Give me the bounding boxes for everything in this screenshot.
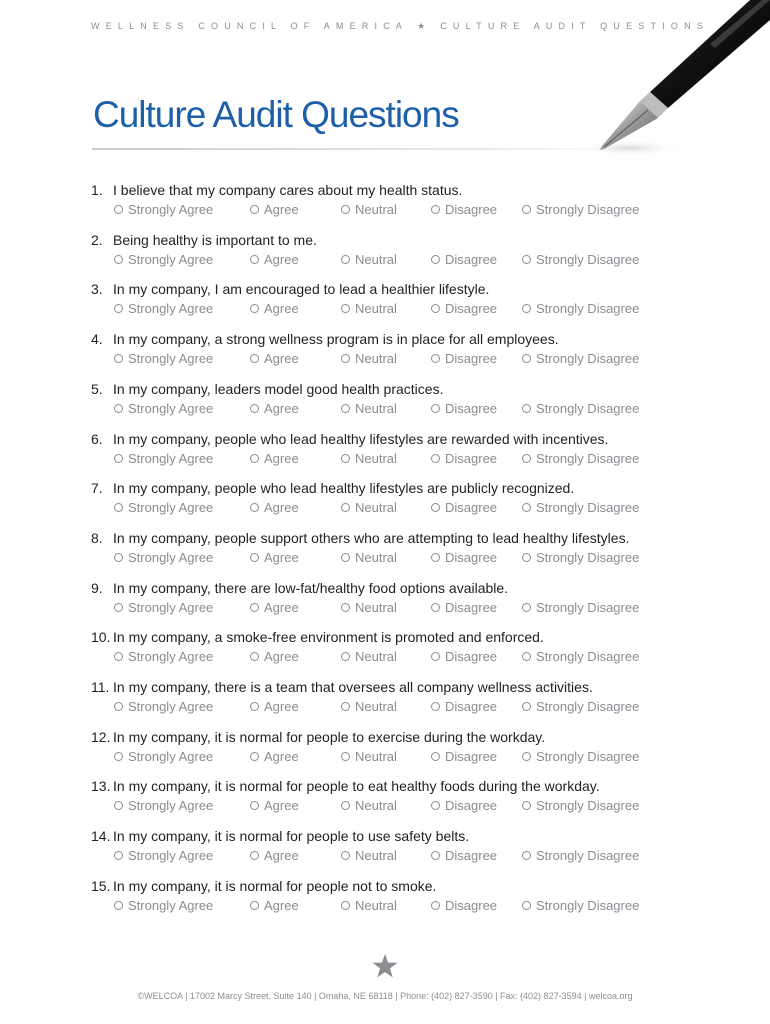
option-label: Agree bbox=[264, 301, 299, 316]
option-strongly-agree[interactable] bbox=[114, 699, 213, 714]
option-label: Neutral bbox=[355, 649, 397, 664]
option-label: Disagree bbox=[445, 351, 498, 366]
option-label: Neutral bbox=[355, 600, 397, 615]
question-text bbox=[91, 878, 436, 894]
question-text bbox=[91, 530, 629, 546]
radio-button[interactable] bbox=[341, 801, 350, 810]
question-text bbox=[91, 281, 489, 297]
option-label: Agree bbox=[264, 749, 299, 764]
option-label: Strongly Disagree bbox=[536, 798, 640, 813]
question-label: In my company, it is normal for people not to smoke. bbox=[113, 878, 437, 894]
radio-button[interactable] bbox=[341, 205, 350, 214]
option-neutral[interactable] bbox=[341, 500, 397, 515]
option-label: Strongly Disagree bbox=[536, 500, 640, 515]
question-label: In my company, people who lead healthy lifestyles are rewarded with incentives. bbox=[113, 431, 609, 447]
option-strongly-disagree[interactable] bbox=[522, 749, 639, 764]
option-strongly-disagree[interactable] bbox=[522, 550, 639, 565]
radio-button[interactable] bbox=[522, 553, 531, 562]
option-agree[interactable] bbox=[250, 600, 299, 615]
radio-button[interactable] bbox=[114, 603, 123, 612]
radio-button[interactable] bbox=[250, 901, 259, 910]
option-label: Neutral bbox=[355, 351, 397, 366]
radio-button[interactable] bbox=[431, 354, 440, 363]
question-number: 14. bbox=[91, 828, 111, 844]
option-label: Strongly Disagree bbox=[536, 848, 640, 863]
option-label: Disagree bbox=[445, 798, 498, 813]
question-number: 10. bbox=[91, 629, 111, 645]
question-label: I believe that my company cares about my health status. bbox=[113, 182, 463, 198]
option-neutral[interactable] bbox=[341, 749, 397, 764]
radio-button[interactable] bbox=[431, 255, 440, 264]
radio-button[interactable] bbox=[341, 304, 350, 313]
question-label: In my company, there is a team that oversees all company wellness activities. bbox=[113, 679, 593, 695]
option-strongly-agree[interactable] bbox=[114, 848, 213, 863]
option-disagree[interactable] bbox=[431, 301, 497, 316]
question-number: 4. bbox=[91, 331, 103, 347]
radio-button[interactable] bbox=[114, 752, 123, 761]
radio-button[interactable] bbox=[341, 652, 350, 661]
fountain-pen-icon bbox=[590, 0, 770, 160]
option-label: Disagree bbox=[445, 550, 498, 565]
question-text bbox=[91, 182, 462, 198]
question-11 bbox=[0, 679, 770, 723]
question-text bbox=[91, 431, 608, 447]
question-label: In my company, people who lead healthy lifestyles are publicly recognized. bbox=[113, 480, 575, 496]
option-agree[interactable] bbox=[250, 202, 299, 217]
option-neutral[interactable] bbox=[341, 600, 397, 615]
question-label: In my company, a strong wellness program is in place for all employees. bbox=[113, 331, 559, 347]
radio-button[interactable] bbox=[341, 752, 350, 761]
option-strongly-disagree[interactable] bbox=[522, 798, 639, 813]
radio-button[interactable] bbox=[341, 702, 350, 711]
option-label: Neutral bbox=[355, 500, 397, 515]
option-agree[interactable] bbox=[250, 301, 299, 316]
radio-button[interactable] bbox=[522, 752, 531, 761]
question-label: In my company, there are low-fat/healthy food options available. bbox=[113, 580, 509, 596]
question-text bbox=[91, 232, 317, 248]
radio-button[interactable] bbox=[114, 404, 123, 413]
option-neutral[interactable] bbox=[341, 451, 397, 466]
radio-button[interactable] bbox=[431, 801, 440, 810]
option-strongly-disagree[interactable] bbox=[522, 451, 639, 466]
option-label: Neutral bbox=[355, 451, 397, 466]
option-strongly-disagree[interactable] bbox=[522, 401, 639, 416]
radio-button[interactable] bbox=[522, 354, 531, 363]
radio-button[interactable] bbox=[250, 801, 259, 810]
radio-button[interactable] bbox=[250, 702, 259, 711]
radio-button[interactable] bbox=[522, 901, 531, 910]
option-label: Disagree bbox=[445, 202, 498, 217]
radio-button[interactable] bbox=[114, 851, 123, 860]
option-strongly-agree[interactable] bbox=[114, 301, 213, 316]
header-doc-title: CULTURE AUDIT QUESTIONS bbox=[440, 21, 709, 31]
option-disagree[interactable] bbox=[431, 351, 497, 366]
option-label: Agree bbox=[264, 699, 299, 714]
option-strongly-agree[interactable] bbox=[114, 550, 213, 565]
question-text bbox=[91, 778, 600, 794]
question-6 bbox=[0, 431, 770, 475]
option-disagree[interactable] bbox=[431, 649, 497, 664]
question-label: In my company, it is normal for people to use safety belts. bbox=[113, 828, 470, 844]
radio-button[interactable] bbox=[431, 404, 440, 413]
option-label: Neutral bbox=[355, 252, 397, 267]
option-label: Neutral bbox=[355, 798, 397, 813]
footer-star-icon bbox=[372, 954, 398, 978]
option-strongly-disagree[interactable] bbox=[522, 301, 639, 316]
radio-button[interactable] bbox=[114, 553, 123, 562]
option-strongly-disagree[interactable] bbox=[522, 649, 639, 664]
option-strongly-agree[interactable] bbox=[114, 401, 213, 416]
question-13 bbox=[0, 778, 770, 822]
question-text bbox=[91, 679, 593, 695]
option-disagree[interactable] bbox=[431, 848, 497, 863]
option-label: Neutral bbox=[355, 848, 397, 863]
radio-button[interactable] bbox=[114, 205, 123, 214]
radio-button[interactable] bbox=[341, 404, 350, 413]
question-15 bbox=[0, 878, 770, 922]
option-label: Strongly Agree bbox=[128, 451, 214, 466]
radio-button[interactable] bbox=[431, 603, 440, 612]
option-label: Disagree bbox=[445, 401, 498, 416]
option-label: Strongly Agree bbox=[128, 749, 214, 764]
option-label: Strongly Disagree bbox=[536, 550, 640, 565]
radio-button[interactable] bbox=[250, 304, 259, 313]
radio-button[interactable] bbox=[431, 454, 440, 463]
question-14 bbox=[0, 828, 770, 872]
option-disagree[interactable] bbox=[431, 401, 497, 416]
question-number: 15. bbox=[91, 878, 111, 894]
option-strongly-disagree[interactable] bbox=[522, 252, 639, 267]
option-label: Disagree bbox=[445, 749, 498, 764]
option-agree[interactable] bbox=[250, 798, 299, 813]
option-agree[interactable] bbox=[250, 500, 299, 515]
radio-button[interactable] bbox=[341, 503, 350, 512]
radio-button[interactable] bbox=[431, 553, 440, 562]
radio-button[interactable] bbox=[114, 304, 123, 313]
radio-button[interactable] bbox=[431, 851, 440, 860]
option-label: Agree bbox=[264, 451, 299, 466]
question-number: 7. bbox=[91, 480, 103, 496]
radio-button[interactable] bbox=[114, 354, 123, 363]
radio-button[interactable] bbox=[522, 652, 531, 661]
option-label: Agree bbox=[264, 649, 299, 664]
option-label: Agree bbox=[264, 848, 299, 863]
option-neutral[interactable] bbox=[341, 401, 397, 416]
question-4 bbox=[0, 331, 770, 375]
option-neutral[interactable] bbox=[341, 550, 397, 565]
option-label: Neutral bbox=[355, 898, 397, 913]
radio-button[interactable] bbox=[250, 205, 259, 214]
radio-button[interactable] bbox=[250, 255, 259, 264]
question-12 bbox=[0, 729, 770, 773]
radio-button[interactable] bbox=[431, 652, 440, 661]
option-label: Strongly Disagree bbox=[536, 351, 640, 366]
radio-button[interactable] bbox=[250, 404, 259, 413]
question-label: In my company, a smoke-free environment is promoted and enforced. bbox=[113, 629, 544, 645]
option-disagree[interactable] bbox=[431, 451, 497, 466]
radio-button[interactable] bbox=[341, 553, 350, 562]
option-label: Agree bbox=[264, 898, 299, 913]
option-strongly-disagree[interactable] bbox=[522, 699, 639, 714]
question-5 bbox=[0, 381, 770, 425]
question-label: In my company, people support others who are attempting to lead healthy lifestyles. bbox=[113, 530, 630, 546]
question-10 bbox=[0, 629, 770, 673]
option-strongly-disagree[interactable] bbox=[522, 500, 639, 515]
option-strongly-agree[interactable] bbox=[114, 798, 213, 813]
option-label: Strongly Agree bbox=[128, 550, 214, 565]
option-label: Strongly Agree bbox=[128, 649, 214, 664]
option-label: Disagree bbox=[445, 600, 498, 615]
question-number: 11. bbox=[91, 679, 110, 695]
option-strongly-disagree[interactable] bbox=[522, 351, 639, 366]
option-label: Strongly Disagree bbox=[536, 451, 640, 466]
option-strongly-disagree[interactable] bbox=[522, 600, 639, 615]
option-strongly-agree[interactable] bbox=[114, 649, 213, 664]
question-text bbox=[91, 729, 545, 745]
question-number: 5. bbox=[91, 381, 103, 397]
option-disagree[interactable] bbox=[431, 252, 497, 267]
radio-button[interactable] bbox=[522, 205, 531, 214]
question-9 bbox=[0, 580, 770, 624]
question-text bbox=[91, 480, 574, 496]
page-title: Culture Audit Questions bbox=[93, 94, 459, 135]
option-label: Strongly Disagree bbox=[536, 699, 640, 714]
option-label: Strongly Disagree bbox=[536, 600, 640, 615]
title-rule bbox=[92, 148, 632, 150]
option-label: Agree bbox=[264, 550, 299, 565]
option-label: Neutral bbox=[355, 699, 397, 714]
option-neutral[interactable] bbox=[341, 699, 397, 714]
option-label: Strongly Disagree bbox=[536, 749, 640, 764]
option-agree[interactable] bbox=[250, 898, 299, 913]
option-label: Strongly Agree bbox=[128, 202, 214, 217]
option-label: Agree bbox=[264, 600, 299, 615]
option-label: Disagree bbox=[445, 699, 498, 714]
question-label: In my company, I am encouraged to lead a healthier lifestyle. bbox=[113, 281, 490, 297]
radio-button[interactable] bbox=[522, 801, 531, 810]
option-label: Strongly Agree bbox=[128, 401, 214, 416]
option-agree[interactable] bbox=[250, 749, 299, 764]
question-number: 13. bbox=[91, 778, 111, 794]
radio-button[interactable] bbox=[114, 901, 123, 910]
radio-button[interactable] bbox=[341, 851, 350, 860]
option-strongly-disagree[interactable] bbox=[522, 898, 639, 913]
option-label: Neutral bbox=[355, 749, 397, 764]
radio-button[interactable] bbox=[341, 454, 350, 463]
option-neutral[interactable] bbox=[341, 898, 397, 913]
option-label: Neutral bbox=[355, 550, 397, 565]
option-label: Disagree bbox=[445, 451, 498, 466]
option-strongly-disagree[interactable] bbox=[522, 202, 639, 217]
question-number: 3. bbox=[91, 281, 103, 297]
option-label: Strongly Agree bbox=[128, 699, 214, 714]
question-number: 1. bbox=[91, 182, 103, 198]
option-label: Strongly Agree bbox=[128, 351, 214, 366]
radio-button[interactable] bbox=[250, 603, 259, 612]
option-label: Strongly Disagree bbox=[536, 401, 640, 416]
radio-button[interactable] bbox=[431, 901, 440, 910]
radio-button[interactable] bbox=[114, 255, 123, 264]
radio-button[interactable] bbox=[114, 702, 123, 711]
option-agree[interactable] bbox=[250, 550, 299, 565]
option-label: Strongly Agree bbox=[128, 500, 214, 515]
option-label: Neutral bbox=[355, 401, 397, 416]
option-label: Agree bbox=[264, 252, 299, 267]
option-agree[interactable] bbox=[250, 351, 299, 366]
question-text bbox=[91, 381, 443, 397]
option-label: Neutral bbox=[355, 301, 397, 316]
question-label: Being healthy is important to me. bbox=[113, 232, 317, 248]
option-label: Agree bbox=[264, 202, 299, 217]
option-neutral[interactable] bbox=[341, 649, 397, 664]
option-neutral[interactable] bbox=[341, 202, 397, 217]
radio-button[interactable] bbox=[431, 752, 440, 761]
option-label: Strongly Agree bbox=[128, 600, 214, 615]
option-strongly-agree[interactable] bbox=[114, 451, 213, 466]
option-agree[interactable] bbox=[250, 252, 299, 267]
option-label: Disagree bbox=[445, 500, 498, 515]
option-neutral[interactable] bbox=[341, 798, 397, 813]
radio-button[interactable] bbox=[114, 454, 123, 463]
radio-button[interactable] bbox=[250, 851, 259, 860]
radio-button[interactable] bbox=[522, 851, 531, 860]
option-strongly-agree[interactable] bbox=[114, 351, 213, 366]
option-neutral[interactable] bbox=[341, 351, 397, 366]
question-7 bbox=[0, 480, 770, 524]
question-text bbox=[91, 331, 559, 347]
question-text bbox=[91, 629, 544, 645]
option-label: Strongly Agree bbox=[128, 898, 214, 913]
option-strongly-agree[interactable] bbox=[114, 202, 213, 217]
question-3 bbox=[0, 281, 770, 325]
option-label: Disagree bbox=[445, 252, 498, 267]
radio-button[interactable] bbox=[431, 205, 440, 214]
header-star-icon: ★ bbox=[417, 21, 426, 31]
option-strongly-agree[interactable] bbox=[114, 600, 213, 615]
option-agree[interactable] bbox=[250, 649, 299, 664]
option-label: Strongly Agree bbox=[128, 252, 214, 267]
option-agree[interactable] bbox=[250, 451, 299, 466]
option-label: Disagree bbox=[445, 301, 498, 316]
option-label: Agree bbox=[264, 500, 299, 515]
radio-button[interactable] bbox=[114, 652, 123, 661]
option-label: Strongly Agree bbox=[128, 301, 214, 316]
question-8 bbox=[0, 530, 770, 574]
option-strongly-agree[interactable] bbox=[114, 252, 213, 267]
option-label: Agree bbox=[264, 351, 299, 366]
option-disagree[interactable] bbox=[431, 600, 497, 615]
header-org: WELLNESS COUNCIL OF AMERICA bbox=[91, 21, 409, 31]
option-label: Strongly Disagree bbox=[536, 252, 640, 267]
radio-button[interactable] bbox=[114, 801, 123, 810]
option-neutral[interactable] bbox=[341, 848, 397, 863]
option-strongly-agree[interactable] bbox=[114, 749, 213, 764]
question-2 bbox=[0, 232, 770, 276]
question-number: 9. bbox=[91, 580, 103, 596]
radio-button[interactable] bbox=[522, 404, 531, 413]
question-number: 8. bbox=[91, 530, 103, 546]
radio-button[interactable] bbox=[522, 304, 531, 313]
option-agree[interactable] bbox=[250, 699, 299, 714]
option-neutral[interactable] bbox=[341, 252, 397, 267]
radio-button[interactable] bbox=[431, 702, 440, 711]
radio-button[interactable] bbox=[522, 702, 531, 711]
option-agree[interactable] bbox=[250, 848, 299, 863]
radio-button[interactable] bbox=[114, 503, 123, 512]
radio-button[interactable] bbox=[250, 354, 259, 363]
option-neutral[interactable] bbox=[341, 301, 397, 316]
radio-button[interactable] bbox=[250, 652, 259, 661]
option-disagree[interactable] bbox=[431, 798, 497, 813]
option-strongly-agree[interactable] bbox=[114, 500, 213, 515]
option-disagree[interactable] bbox=[431, 500, 497, 515]
question-label: In my company, leaders model good health practices. bbox=[113, 381, 444, 397]
radio-button[interactable] bbox=[431, 304, 440, 313]
option-label: Disagree bbox=[445, 898, 498, 913]
radio-button[interactable] bbox=[522, 454, 531, 463]
option-strongly-agree[interactable] bbox=[114, 898, 213, 913]
radio-button[interactable] bbox=[522, 603, 531, 612]
option-label: Agree bbox=[264, 798, 299, 813]
option-label: Strongly Disagree bbox=[536, 301, 640, 316]
option-label: Strongly Disagree bbox=[536, 649, 640, 664]
question-number: 6. bbox=[91, 431, 103, 447]
option-disagree[interactable] bbox=[431, 749, 497, 764]
radio-button[interactable] bbox=[250, 503, 259, 512]
question-number: 2. bbox=[91, 232, 103, 248]
option-label: Agree bbox=[264, 401, 299, 416]
option-label: Disagree bbox=[445, 649, 498, 664]
question-label: In my company, it is normal for people to exercise during the workday. bbox=[113, 729, 546, 745]
option-disagree[interactable] bbox=[431, 550, 497, 565]
option-agree[interactable] bbox=[250, 401, 299, 416]
option-label: Strongly Agree bbox=[128, 798, 214, 813]
option-disagree[interactable] bbox=[431, 202, 497, 217]
question-text bbox=[91, 580, 508, 596]
footer-contact: ©WELCOA | 17002 Marcy Street, Suite 140 | Omaha, NE 68118 | Phone: (402) 827-3590 | Fax: (402) 827-3594 | welcoa.org bbox=[137, 991, 633, 1001]
radio-button[interactable] bbox=[250, 553, 259, 562]
question-1 bbox=[0, 182, 770, 226]
question-text bbox=[91, 828, 469, 844]
option-label: Neutral bbox=[355, 202, 397, 217]
radio-button[interactable] bbox=[250, 752, 259, 761]
option-disagree[interactable] bbox=[431, 699, 497, 714]
option-label: Disagree bbox=[445, 848, 498, 863]
radio-button[interactable] bbox=[341, 603, 350, 612]
option-label: Strongly Disagree bbox=[536, 202, 640, 217]
question-number: 12. bbox=[91, 729, 111, 745]
radio-button[interactable] bbox=[341, 354, 350, 363]
question-label: In my company, it is normal for people to eat healthy foods during the workday. bbox=[113, 778, 600, 794]
radio-button[interactable] bbox=[522, 255, 531, 264]
radio-button[interactable] bbox=[341, 901, 350, 910]
radio-button[interactable] bbox=[341, 255, 350, 264]
option-label: Strongly Disagree bbox=[536, 898, 640, 913]
radio-button[interactable] bbox=[250, 454, 259, 463]
option-disagree[interactable] bbox=[431, 898, 497, 913]
radio-button[interactable] bbox=[431, 503, 440, 512]
option-label: Strongly Agree bbox=[128, 848, 214, 863]
option-strongly-disagree[interactable] bbox=[522, 848, 639, 863]
radio-button[interactable] bbox=[522, 503, 531, 512]
